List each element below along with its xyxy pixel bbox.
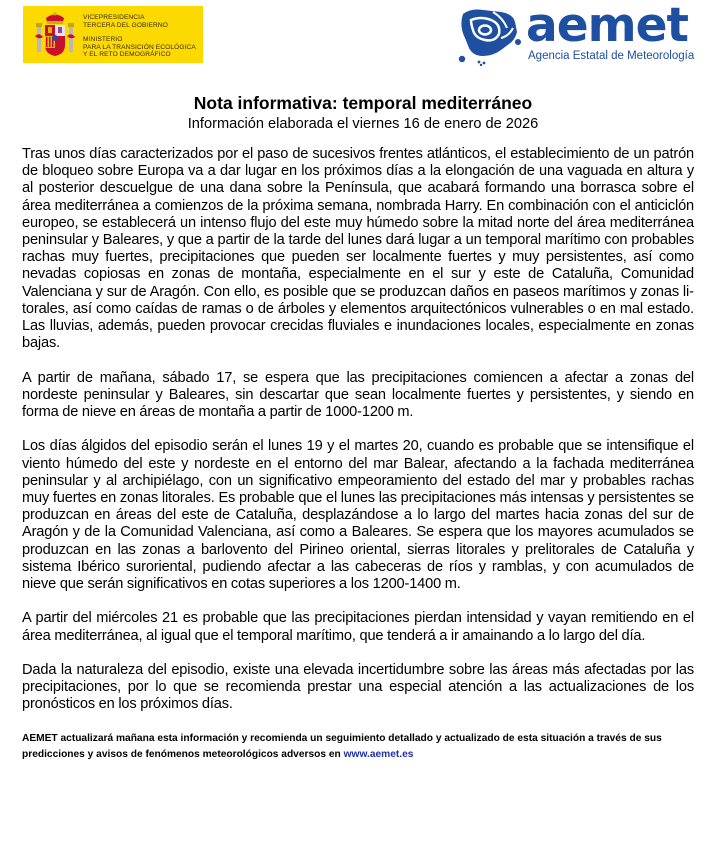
gov-line: MINISTERIO [83, 36, 123, 44]
paragraph: Los días álgidos del episodio serán el lunes 19 y el martes 20, cuando es probable que se intensifique el viento húmedo del este y nordeste en el entorno del mar Balear, afectando a la fachada mediterránea peninsular y al archipiélago, con un significativo empeoramiento del estado del mar y probables rachas muy fuertes en zonas litorales. Es probable que el lunes las precipitaciones más intensas y persistentes se produzcan en áreas del este de Cataluña, desplazándose a lo largo del martes hacia zonas del sur de Aragón y de la Comunidad Valenciana, así como a Baleares. Se espera que los mayores acumulados se produzcan en las zonas a barlovento del Pirineo oriental, sierras litorales y prelitorales de Cataluña y sistema Ibérico suroriental, pudiendo afectar a las cabeceras de ríos y ramblas, y con acumulados de nieve que serán significativos en cotas superiores a los 1200-1400 m. [22, 438, 694, 593]
page-title: Nota informativa: temporal mediterráneo [193, 93, 533, 113]
aemet-website-link[interactable]: www.aemet.es [343, 749, 414, 761]
aemet-map-icon [457, 6, 521, 66]
paragraph: A partir del miércoles 21 es probable que las precipitaciones pierdan intensidad y vayan remitiendo en el área mediterránea, al igual que el temporal marítimo, que tenderá a ir amainando a lo largo del día. [22, 610, 694, 644]
paragraph: Dada la naturaleza del episodio, existe una elevada incertidumbre sobre las áreas más afectadas por las precipitaciones, por lo que se recomienda prestar una especial atención a las actualizaciones de los pronósticos en los próximos días. [22, 662, 694, 713]
footer-note [22, 731, 694, 764]
gov-line: PARA LA TRANSICIÓN ECOLÓGICA [83, 43, 196, 51]
aemet-wordmark: aemet [526, 0, 688, 53]
paragraph: A partir de mañana, sábado 17, se espera que las precipitaciones comiencen a afectar a zonas del nordeste peninsular y Baleares, sin descartar que sean localmente fuertes y persistentes, y siendo en forma de nieve en áreas de montaña a partir de 1000-1200 m. [22, 369, 694, 421]
aemet-tagline: Agencia Estatal de Meteorología [528, 50, 695, 62]
government-logo [23, 6, 203, 63]
ministry-text [83, 14, 196, 59]
gov-line: VICEPRESIDENCIA [83, 14, 145, 21]
footer-text: AEMET actualizará mañana esta información y recomienda un seguimiento detallado y actualizado de esta situación a través de sus predicciones y avisos de fenómenos meteorológicos adversos en [22, 732, 662, 761]
coat-of-arms-icon [34, 12, 76, 58]
gov-line: Y EL RETO DEMOGRÁFICO [83, 51, 171, 59]
gov-line: TERCERA DEL GOBIERNO [83, 21, 168, 29]
page-header [0, 0, 726, 90]
page-subtitle: Información elaborada el viernes 16 de enero de 2026 [187, 116, 539, 132]
document-body [22, 146, 694, 714]
aemet-logo [457, 0, 695, 66]
paragraph: Tras unos días caracterizados por el paso de sucesivos frentes atlánticos, el establecimiento de un patrón de bloqueo sobre Europa va a dar lugar en los próximos días a la elongación de una vaguada en altura y al posterior descuelgue de una dana sobre la Península, que acabará formando una borrasca sobre el área mediterránea a comienzos de la próxima semana, nombrada Harry. En combinación con el anticiclón europeo, se establecerá un intenso flujo del este muy húmedo sobre la mitad norte del área mediterránea peninsular y Baleares, y que a partir de la tarde del lunes dará lugar a un temporal marítimo con probables rachas muy fuertes, precipitaciones que pueden ser localmente fuertes y muy persistentes, así como nevadas copiosas en zonas de montaña, especialmente en el sur y este de Cataluña, Comunidad Valenciana y sur de Aragón. Con ello, es posible que se produzcan daños en paseos marítimos y zonas litorales, así como caídas de ramas o de árboles y elementos arquitectónicos vulnerables o en mal estado. Las lluvias, además, pueden provocar crecidas fluviales e inundaciones locales, especialmente en zonas bajas. [22, 146, 694, 352]
